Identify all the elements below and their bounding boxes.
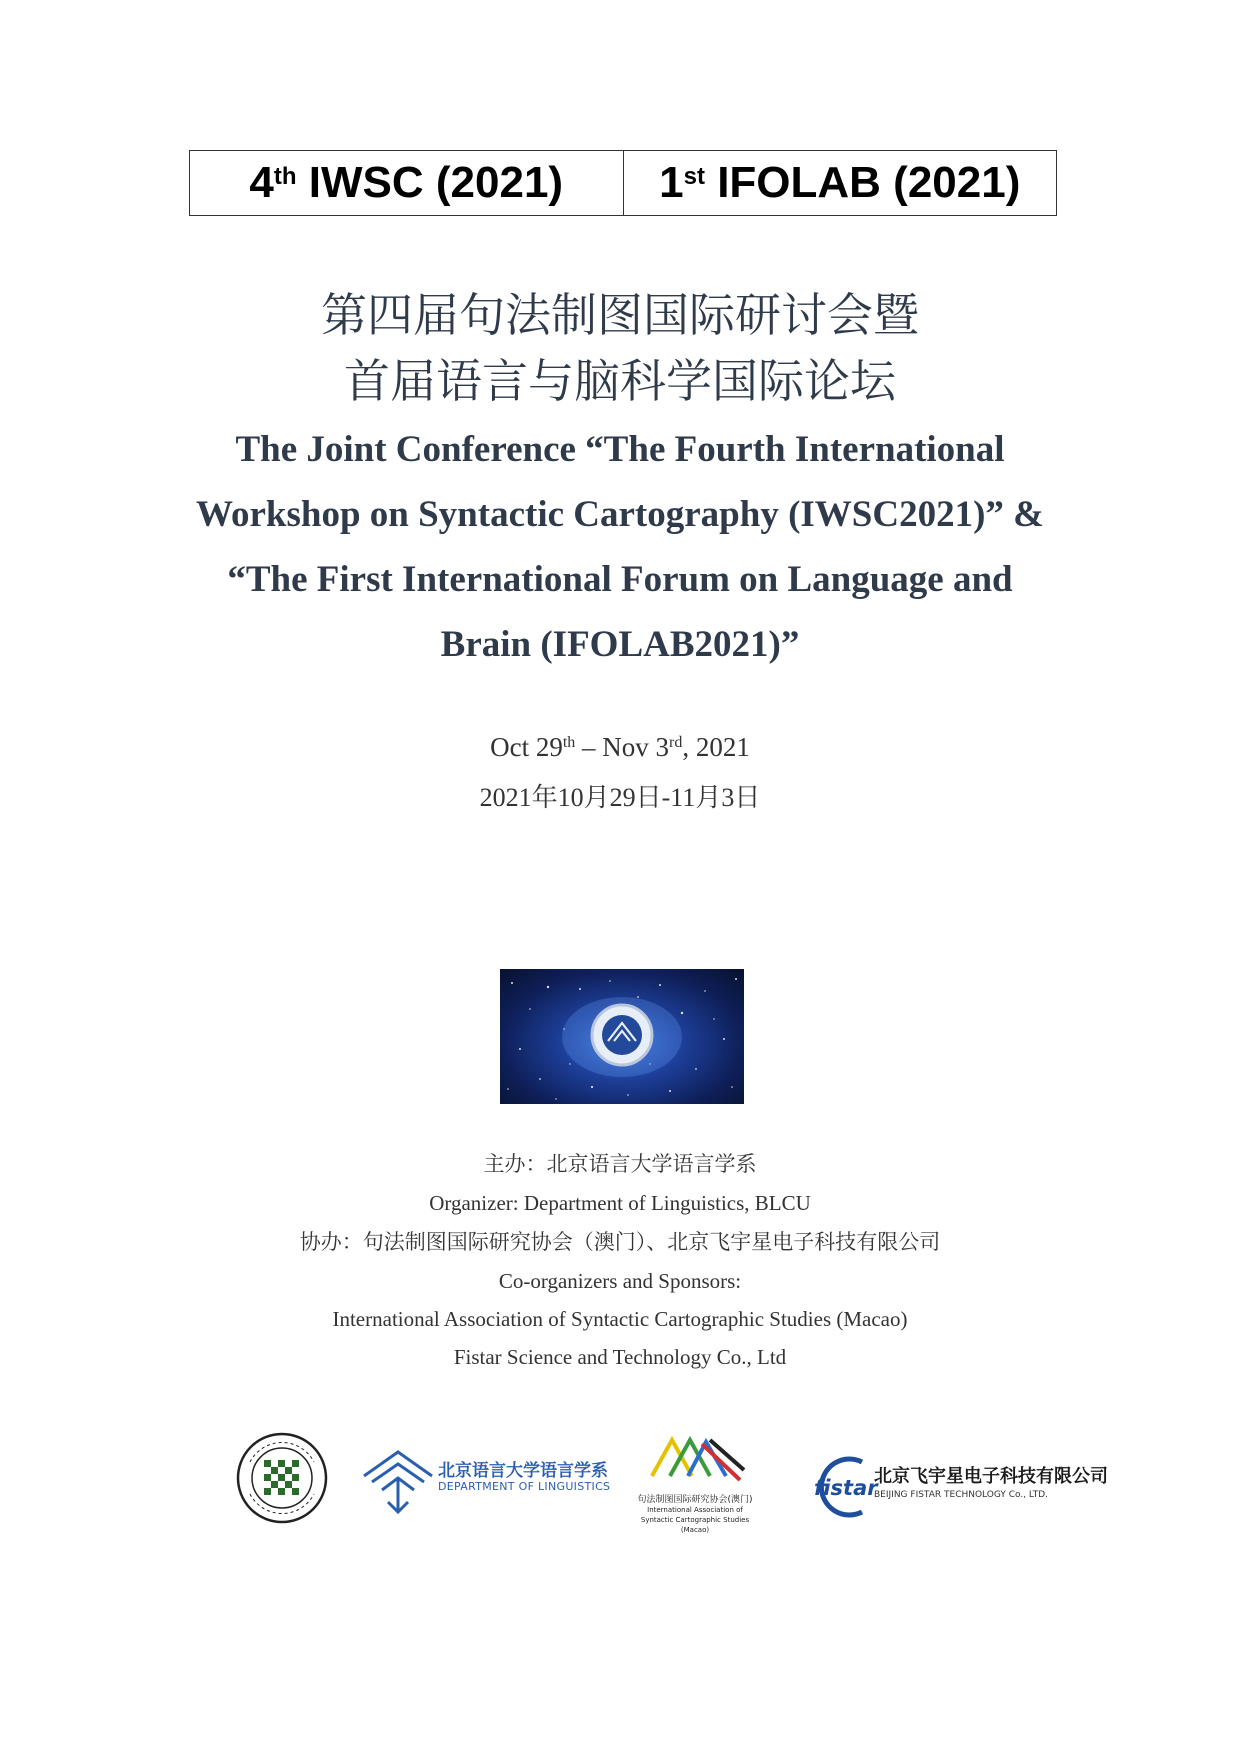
date-en-part3: , 2021 [682,732,750,762]
fistar-wordmark: fistar [814,1476,878,1500]
association-logo [630,1430,760,1542]
fistar-logo-cn: 北京飞宇星电子科技有限公司 [874,1466,1108,1487]
dept-emblem-icon [358,1446,438,1518]
seal-icon [236,1432,328,1524]
dept-logo-en: DEPARTMENT OF LINGUISTICS [438,1480,611,1493]
dept-logo-cn: 北京语言大学语言学系 [438,1461,608,1481]
dept-linguistics-logo [358,1446,611,1518]
header-ifolab-num: 1 [659,158,684,207]
header-box [189,150,1057,216]
header-ifolab-text: IFOLAB (2021) [704,158,1021,207]
university-seal-logo [236,1432,328,1529]
title-en-line4: Brain (IFOLAB2021)” [440,624,800,665]
fistar-logo [812,1452,1108,1522]
header-ifolab-sup: st [683,163,705,190]
date-en-part2: – Nov 3 [575,732,670,762]
host-cn: 主办：北京语言大学语言学系 [483,1152,757,1176]
date-en-part1: Oct 29 [490,732,563,762]
association-logo-en3: (Macao) [680,1526,710,1534]
header-iwsc [190,151,623,215]
starfield-emblem-image [500,969,744,1104]
header-iwsc-num: 4 [249,158,274,207]
date-en [120,722,1120,772]
header-iwsc-text: IWSC (2021) [296,158,564,207]
association-stripes-icon [640,1430,750,1486]
starfield-svg [500,969,744,1104]
organizer-block [120,1144,1120,1376]
title-cn-line2: 首届语言与脑科学国际论坛 [344,354,896,408]
co-organizer-2: Fistar Science and Technology Co., Ltd [453,1345,787,1369]
title-en-line1: The Joint Conference “The Fourth International [235,429,1005,470]
title-cn-line1: 第四届句法制图国际研讨会暨 [321,288,919,342]
header-iwsc-sup: th [273,163,297,190]
title-cn [120,282,1120,414]
co-organizers-cn: 协办：句法制图国际研究协会（澳门）、北京飞宇星电子科技有限公司 [299,1230,941,1254]
fistar-logo-en: BEIJING FISTAR TECHNOLOGY Co., LTD. [874,1490,1048,1500]
co-organizer-1: International Association of Syntactic Cartographic Studies (Macao) [332,1307,908,1331]
co-organizers-label: Co-organizers and Sponsors: [498,1269,742,1293]
association-logo-en2: Syntactic Cartographic Studies [640,1516,750,1524]
title-en-line3: “The First International Forum on Language and [227,559,1013,600]
header-ifolab [623,151,1057,215]
date-en-sup2: rd [669,734,683,751]
logos-row [0,1430,1240,1550]
dates [120,722,1120,824]
association-logo-en1: International Association of [647,1506,743,1514]
title-en [120,417,1120,677]
association-logo-cn: 句法制图国际研究协会(澳门) [637,1495,753,1505]
date-cn: 2021年10月29日-11月3日 [479,783,761,812]
host-en: Organizer: Department of Linguistics, BLCU [429,1191,811,1215]
title-en-line2: Workshop on Syntactic Cartography (IWSC2021)” & [196,494,1044,535]
date-en-sup1: th [562,734,576,751]
